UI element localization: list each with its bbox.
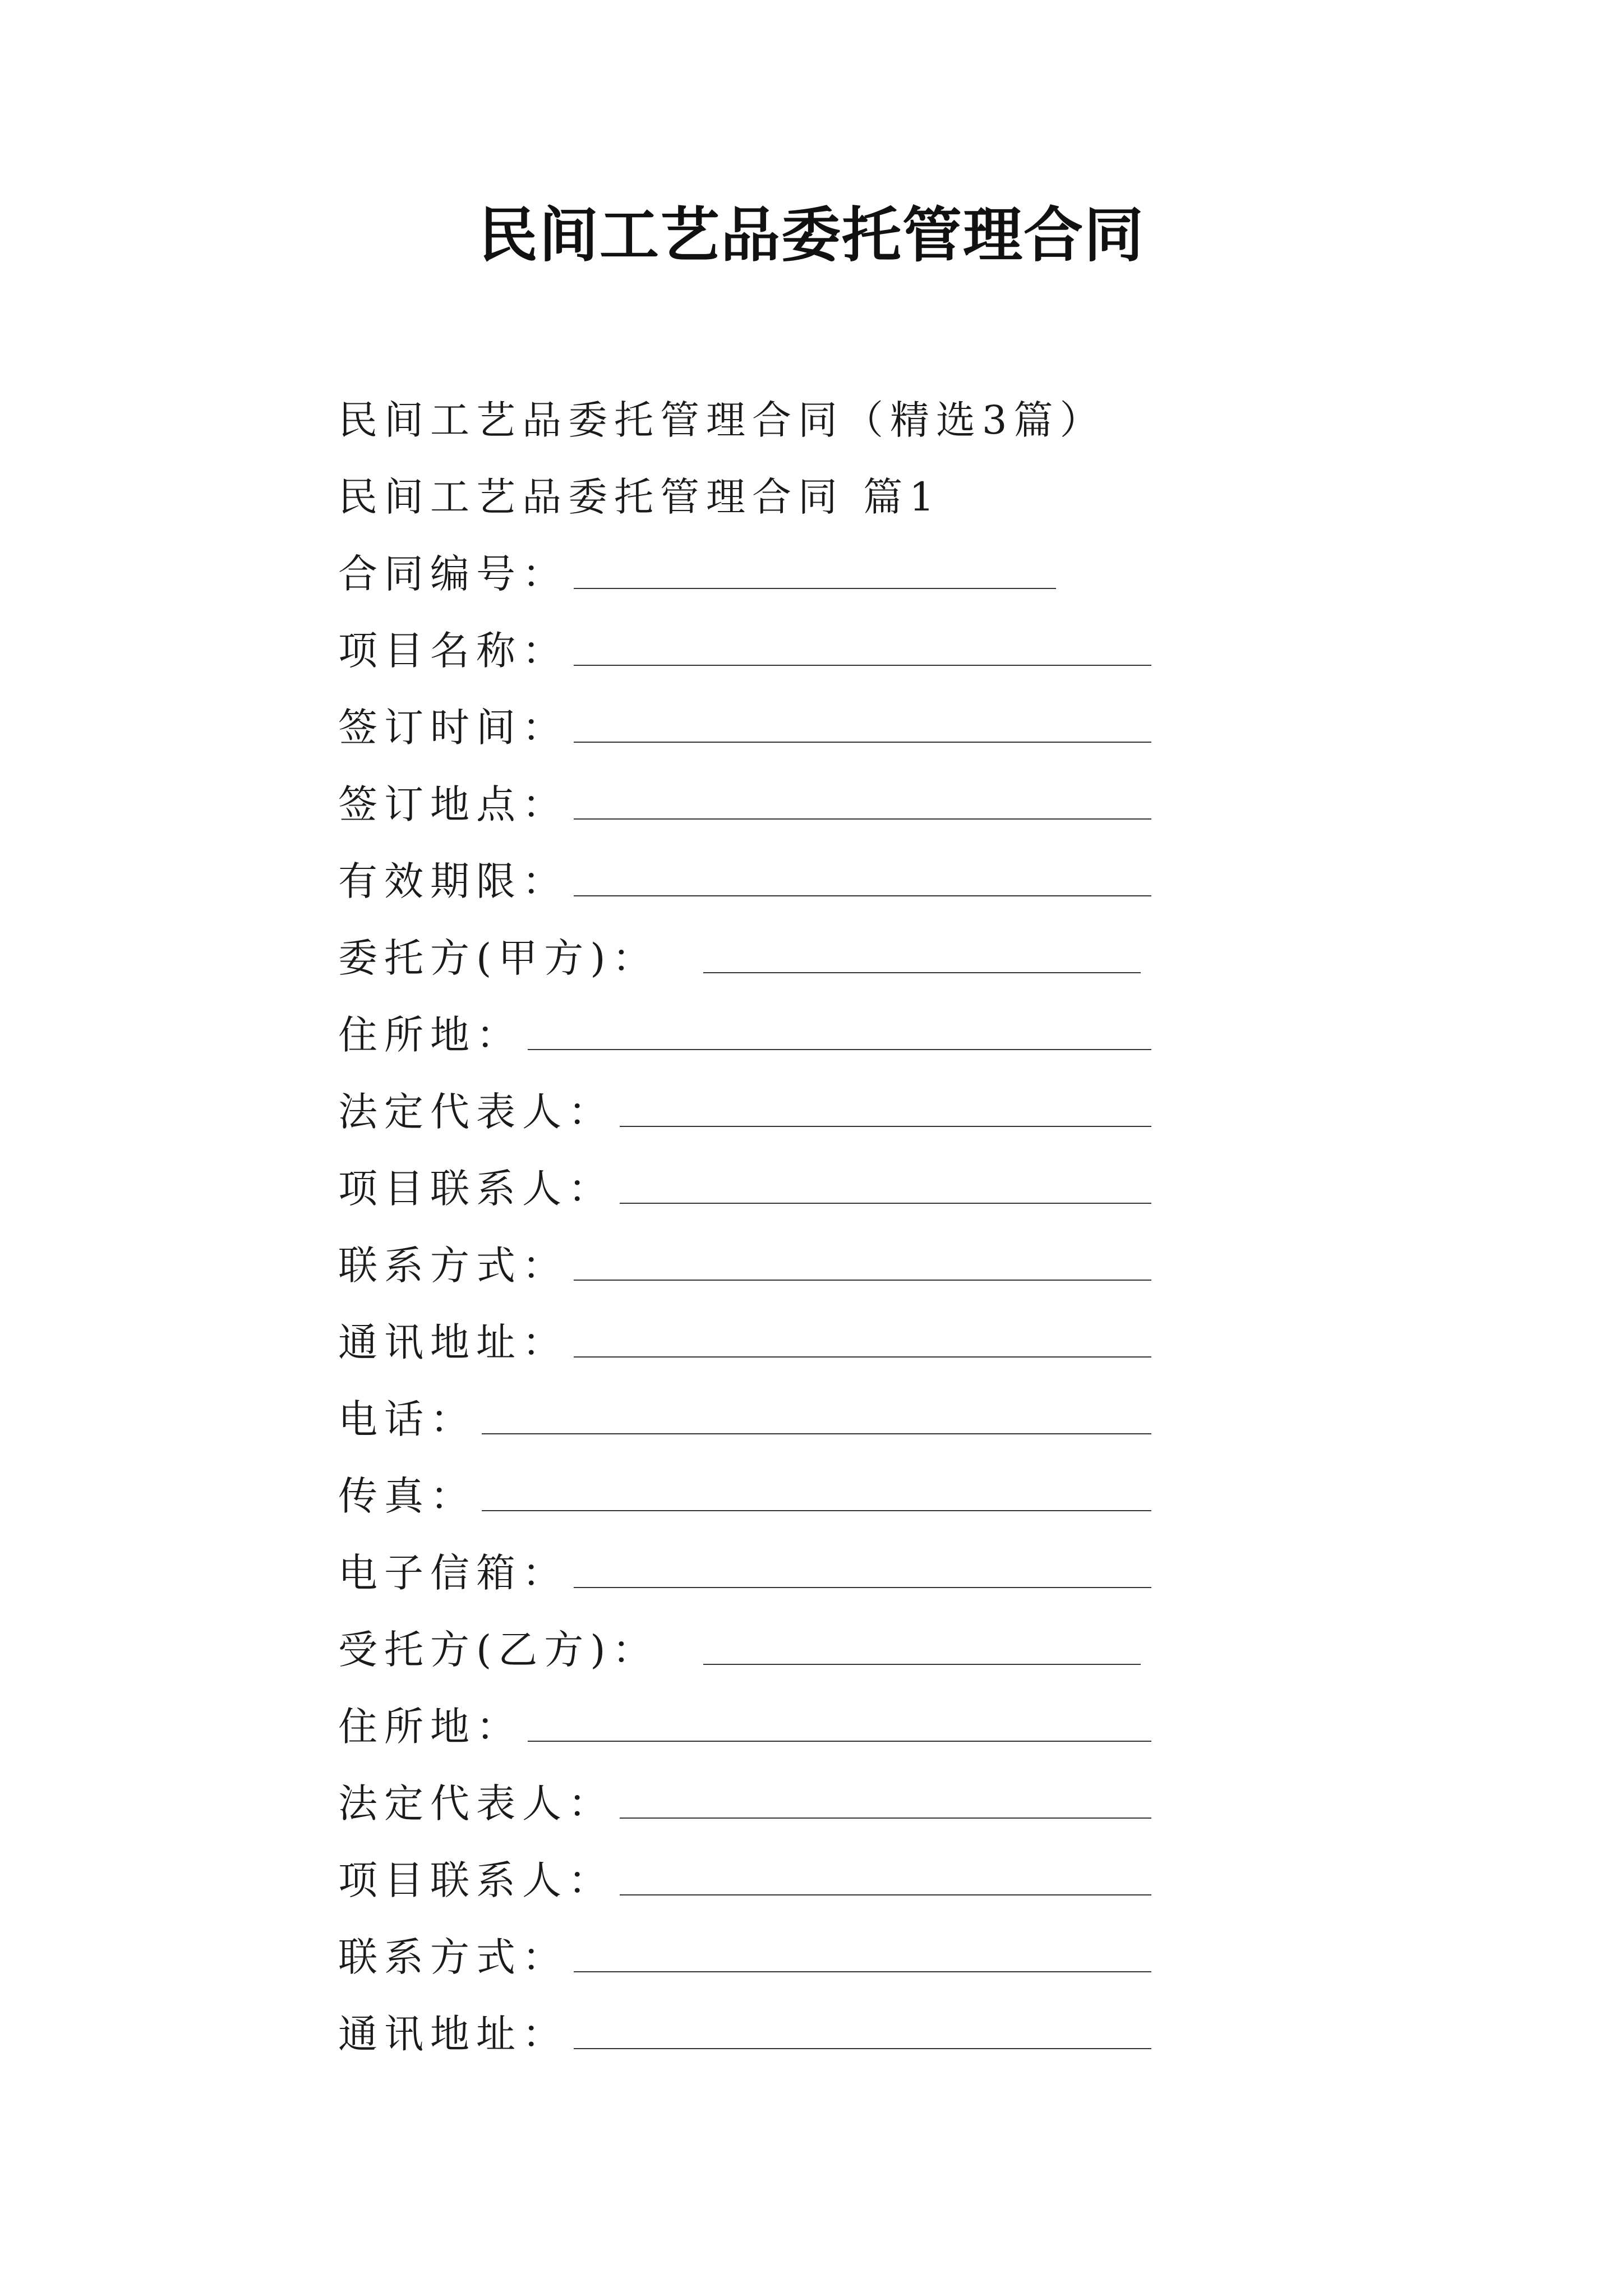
field-label: 住所地： — [338, 1704, 522, 1750]
fill-in-blank — [574, 1552, 1151, 1588]
field-party-b-mailing-address — [338, 1993, 1151, 2069]
field-party-a-address — [338, 993, 1151, 1070]
fill-in-blank — [574, 1245, 1151, 1281]
field-party-b-legal-rep — [338, 1762, 1151, 1839]
fill-in-blank — [482, 1475, 1151, 1511]
field-label: 项目名称： — [338, 628, 568, 674]
field-party-a-phone — [338, 1378, 1151, 1455]
field-party-a — [338, 917, 1151, 993]
fill-in-blank — [574, 630, 1151, 666]
fill-in-blank — [620, 1860, 1151, 1895]
document-title: 民间工艺品委托管理合同 — [478, 201, 1145, 270]
field-party-a-legal-rep — [338, 1070, 1151, 1147]
field-party-b — [338, 1608, 1151, 1685]
field-label: 项目联系人： — [338, 1166, 614, 1212]
field-label: 住所地： — [338, 1012, 522, 1058]
field-signing-place — [338, 763, 1151, 840]
fill-in-blank — [703, 1629, 1141, 1665]
field-label: 项目联系人： — [338, 1857, 614, 1903]
field-label: 电话： — [338, 1396, 476, 1442]
section-title: 民间工艺品委托管理合同 篇1 — [338, 474, 941, 520]
fill-in-blank — [620, 1783, 1151, 1819]
field-party-b-contact-method — [338, 1916, 1151, 1993]
fill-in-blank — [482, 1398, 1151, 1434]
fill-in-blank — [574, 553, 1056, 589]
field-label: 传真： — [338, 1473, 476, 1519]
field-party-a-fax — [338, 1455, 1151, 1531]
fill-in-blank — [703, 937, 1141, 973]
fill-in-blank — [574, 861, 1151, 896]
field-label: 受托方(乙方)： — [338, 1627, 658, 1673]
field-signing-time — [338, 686, 1151, 763]
section-title-line — [338, 455, 1151, 532]
field-contract-number — [338, 532, 1151, 609]
fill-in-blank — [528, 1014, 1151, 1050]
document-body — [338, 379, 1151, 2069]
fill-in-blank — [528, 1706, 1151, 1742]
field-party-a-mailing-address — [338, 1301, 1151, 1378]
field-label: 电子信箱： — [338, 1550, 568, 1596]
intro-title: 民间工艺品委托管理合同（精选3篇） — [338, 397, 1106, 443]
fill-in-blank — [620, 1168, 1151, 1204]
fill-in-blank — [574, 2013, 1151, 2049]
field-label: 签订地点： — [338, 781, 568, 827]
field-project-name — [338, 609, 1151, 686]
fill-in-blank — [574, 784, 1151, 820]
fill-in-blank — [574, 707, 1151, 743]
field-label: 联系方式： — [338, 1934, 568, 1980]
field-label: 签订时间： — [338, 705, 568, 751]
field-validity-period — [338, 840, 1151, 917]
intro-title-line — [338, 379, 1151, 455]
field-label: 有效期限： — [338, 858, 568, 904]
field-party-a-email — [338, 1531, 1151, 1608]
field-label: 委托方(甲方)： — [338, 935, 658, 981]
field-party-a-project-contact — [338, 1147, 1151, 1224]
fill-in-blank — [620, 1091, 1151, 1127]
field-label: 联系方式： — [338, 1243, 568, 1289]
fill-in-blank — [574, 1322, 1151, 1358]
field-party-a-contact-method — [338, 1224, 1151, 1301]
field-label: 法定代表人： — [338, 1089, 614, 1135]
fill-in-blank — [574, 1936, 1151, 1972]
field-label: 法定代表人： — [338, 1780, 614, 1826]
field-party-b-project-contact — [338, 1839, 1151, 1916]
field-label: 通讯地址： — [338, 1319, 568, 1365]
field-label: 合同编号： — [338, 551, 568, 597]
field-party-b-address — [338, 1685, 1151, 1762]
field-label: 通讯地址： — [338, 2011, 568, 2057]
